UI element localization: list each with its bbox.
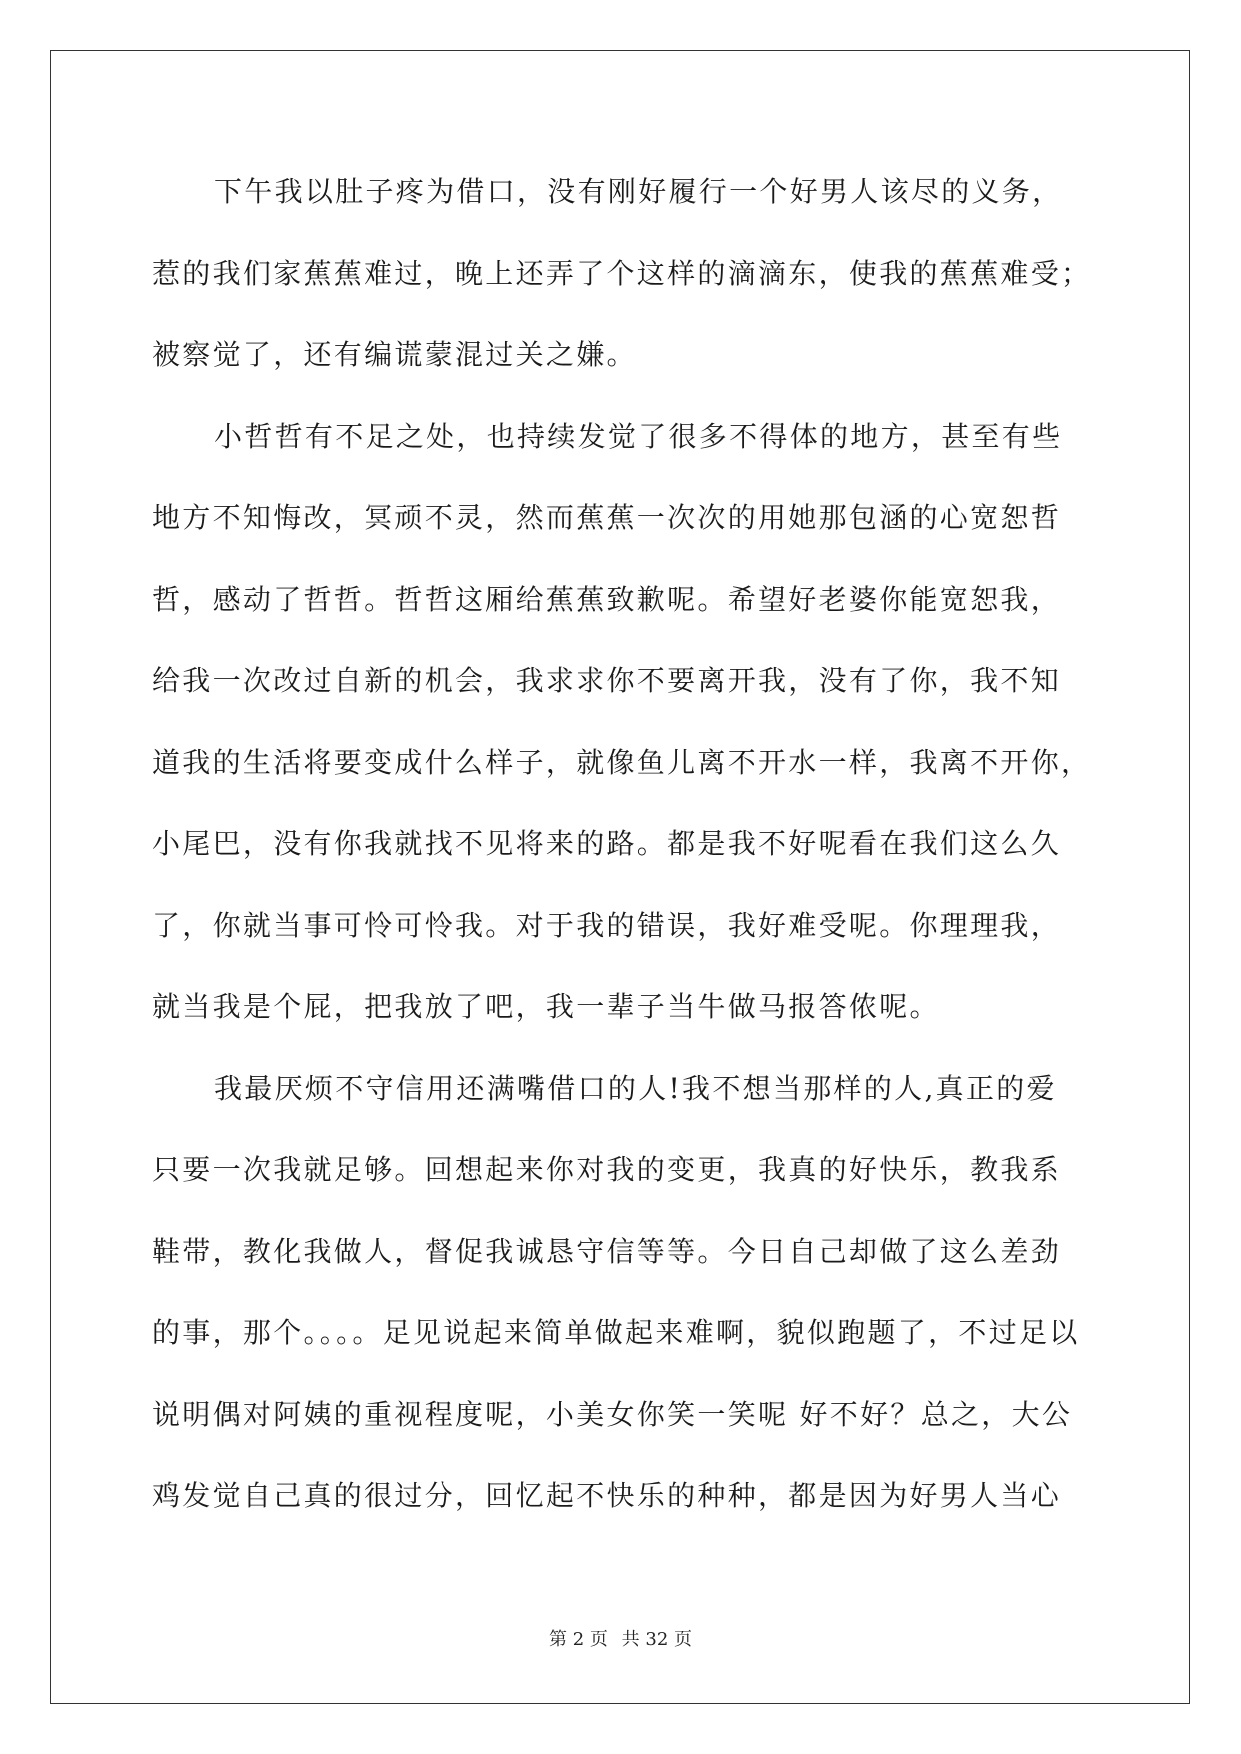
text-line: 地方不知悔改，冥顽不灵，然而蕉蕉一次次的用她那包涵的心宽恕哲 [152, 501, 1062, 534]
text-line: 了，你就当事可怜可怜我。对于我的错误，我好难受呢。你理理我， [152, 908, 1062, 942]
text-line: 小尾巴，没有你我就找不见将来的路。都是我不好呢看在我们这么久 [152, 827, 1062, 860]
text-line: 鞋带，教化我做人，督促我诚恳守信等等。今日自己却做了这么差劲 [152, 1234, 1062, 1268]
document-body [152, 162, 1092, 1548]
text-line: 道我的生活将要变成什么样子，就像鱼儿离不开水一样，我离不开你， [152, 745, 1092, 779]
text-line: 哲，感动了哲哲。哲哲这厢给蕉蕉致歉呢。希望好老婆你能宽恕我， [152, 582, 1062, 616]
text-line: 只要一次我就足够。回想起来你对我的变更，我真的好快乐，教我系 [152, 1153, 1062, 1186]
text-line: 给我一次改过自新的机会，我求求你不要离开我，没有了你，我不知 [152, 664, 1062, 697]
text-line: 惹的我们家蕉蕉难过，晚上还弄了个这样的滴滴东，使我的蕉蕉难受； [152, 256, 1092, 290]
page-footer [0, 1625, 1241, 1651]
text-line: 鸡发觉自己真的很过分，回忆起不快乐的种种，都是因为好男人当心 [152, 1479, 1062, 1512]
text-line: 说明偶对阿姨的重视程度呢，小美女你笑一笑呢 好不好？总之，大公 [152, 1397, 1073, 1431]
text-line: 的事，那个。。。。足见说起来简单做起来难啊，貌似跑题了，不过足以 [152, 1316, 1080, 1349]
text-line: 就当我是个屁，把我放了吧，我一辈子当牛做马报答侬呢。 [152, 990, 940, 1023]
text-line: 我最厌烦不守信用还满嘴借口的人!我不想当那样的人,真正的爱 [214, 1071, 1057, 1105]
page-number: 第 2 页 [549, 1629, 608, 1650]
total-pages: 共 32 页 [621, 1629, 692, 1650]
text-line: 被察觉了，还有编谎蒙混过关之嫌。 [152, 338, 637, 371]
text-line: 下午我以肚子疼为借口，没有刚好履行一个好男人该尽的义务， [214, 175, 1063, 208]
text-line: 小哲哲有不足之处，也持续发觉了很多不得体的地方，甚至有些 [214, 419, 1063, 453]
